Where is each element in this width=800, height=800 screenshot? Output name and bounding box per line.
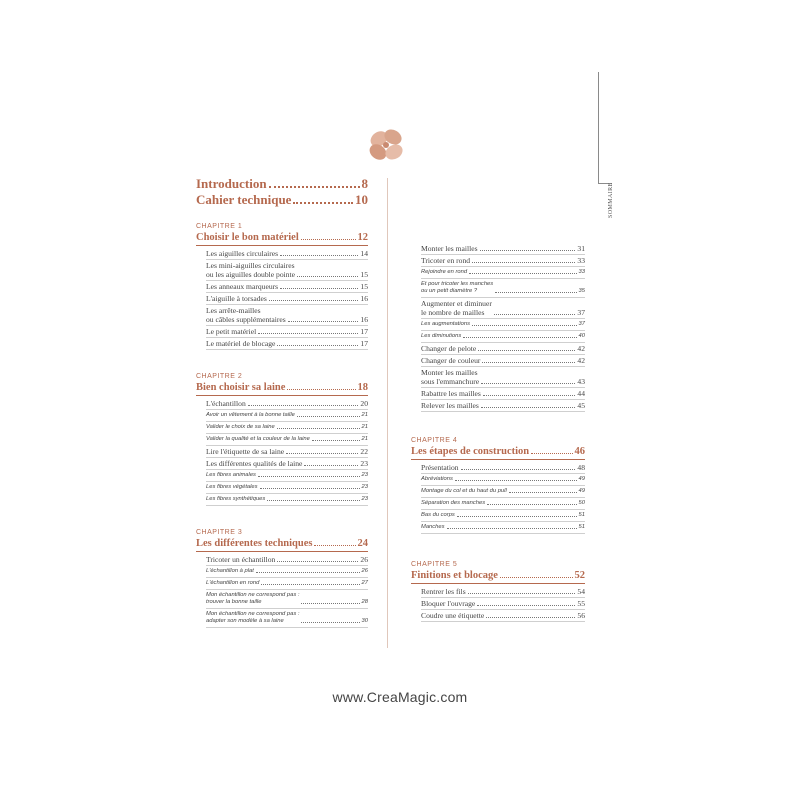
toc-entry-page: 26 <box>361 568 368 574</box>
leader-dots <box>509 492 577 493</box>
intro-line[interactable] <box>196 176 368 192</box>
leader-dots <box>280 255 358 256</box>
intro-page: 8 <box>361 176 368 191</box>
intro-label: Cahier technique <box>196 192 292 207</box>
leader-dots <box>301 622 359 623</box>
toc-entry-page: 16 <box>360 294 368 303</box>
toc-entry[interactable] <box>421 462 585 474</box>
chapter-title-page: 18 <box>357 382 368 393</box>
leader-dots <box>248 405 359 406</box>
toc-entry-page: 28 <box>361 599 368 605</box>
toc-entry-page: 15 <box>360 282 368 291</box>
toc-entry-label: Les mini-aiguilles circulaires ou les aiguilles double pointe <box>206 261 296 279</box>
chapter-title-page: 46 <box>574 446 585 457</box>
chapter-title-label: Choisir le bon matériel <box>196 232 299 243</box>
toc-entry-page: 45 <box>577 401 585 410</box>
toc-entry-label: Augmenter et diminuer le nombre de mailles <box>421 299 492 317</box>
toc-entry-label: Valider la qualité et la couleur de la laine <box>206 436 310 442</box>
toc-entry[interactable] <box>206 410 368 422</box>
chapter-block <box>196 372 368 506</box>
chapter-title[interactable] <box>196 381 368 396</box>
toc-entry[interactable] <box>206 578 368 590</box>
sidebar-label: SOMMAIRE <box>608 182 614 218</box>
toc-entry-label: L'échantillon en rond <box>206 580 260 586</box>
toc-entry-page: 50 <box>578 500 585 506</box>
leader-dots <box>297 276 358 277</box>
toc-entry[interactable] <box>421 279 585 298</box>
leader-dots <box>260 488 360 489</box>
toc-entry-label: Rejoindre en rond <box>421 269 468 275</box>
chapter-title-page: 12 <box>357 232 368 243</box>
toc-entry-label: Lire l'étiquette de sa laine <box>206 447 285 456</box>
toc-entry[interactable] <box>206 609 368 628</box>
leader-dots <box>261 584 359 585</box>
flower-icon <box>365 125 409 165</box>
toc-entry-label: Le matériel de blocage <box>206 339 276 348</box>
toc-entry-label: Les augmentations <box>421 321 470 327</box>
chapters-right <box>411 436 585 622</box>
toc-entry-label: Montage du col et du haut du pull <box>421 488 507 494</box>
toc-entry[interactable] <box>206 590 368 609</box>
toc-entry-page: 23 <box>361 484 368 490</box>
leader-dots <box>314 545 355 546</box>
toc-entry-label: Mon échantillon ne correspond pas : trouver la bonne taille <box>206 592 300 605</box>
toc-entry-page: 56 <box>577 611 585 620</box>
toc-entry-label: Rabattre les mailles <box>421 389 481 398</box>
toc-entry[interactable] <box>206 338 368 350</box>
toc-entry-label: Les fibres végétales <box>206 484 258 490</box>
toc-entry-label: Avoir un vêtement à la bonne taille <box>206 412 295 418</box>
toc-entry[interactable] <box>206 494 368 506</box>
toc-entry-page: 17 <box>360 327 368 336</box>
toc-entry-label: Manches <box>421 524 445 530</box>
toc-left-column <box>196 176 368 628</box>
toc-entry[interactable] <box>421 474 585 486</box>
toc-entry-label: Les arrête-mailles ou câbles supplémentaires <box>206 306 286 324</box>
toc-entry-page: 15 <box>360 270 368 279</box>
leader-dots <box>455 480 577 481</box>
toc-entry-page: 42 <box>577 344 585 353</box>
toc-entry-page: 21 <box>361 436 368 442</box>
toc-entry[interactable] <box>206 398 368 410</box>
chapter-label: CHAPITRE 1 <box>196 223 243 230</box>
toc-entry-page: 42 <box>577 356 585 365</box>
leader-dots <box>480 250 576 251</box>
toc-entry-page: 30 <box>361 618 368 624</box>
toc-entry-label: Séparation des manches <box>421 500 486 506</box>
leader-dots <box>256 572 360 573</box>
toc-entry[interactable] <box>206 293 368 305</box>
toc-entry-label: L'aiguille à torsades <box>206 294 267 303</box>
chapter-3-continuation <box>411 243 585 412</box>
toc-entry-page: 33 <box>577 256 585 265</box>
toc-entry[interactable] <box>206 566 368 578</box>
toc-entry[interactable] <box>421 243 585 255</box>
chapter-title-page: 52 <box>574 570 585 581</box>
leader-dots <box>495 292 576 293</box>
leader-dots <box>269 300 359 301</box>
leader-dots <box>486 617 575 618</box>
leader-dots <box>481 407 576 408</box>
leader-dots <box>293 202 353 204</box>
column-divider <box>387 178 388 648</box>
chapter-title-label: Bien choisir sa laine <box>196 382 286 393</box>
toc-entry-page: 48 <box>577 463 585 472</box>
leader-dots <box>297 416 360 417</box>
chapter-label: CHAPITRE 2 <box>196 373 243 380</box>
chapter-title-page: 24 <box>357 538 368 549</box>
leader-dots <box>482 362 575 363</box>
toc-entry[interactable] <box>206 434 368 446</box>
toc-entry-label: Les anneaux marqueurs <box>206 282 279 291</box>
toc-entry-label: Tricoter un échantillon <box>206 555 276 564</box>
toc-entry-page: 27 <box>361 580 368 586</box>
chapter-title[interactable] <box>196 231 368 246</box>
toc-entry[interactable] <box>421 510 585 522</box>
toc-entry-page: 43 <box>577 377 585 386</box>
leader-dots <box>494 314 576 315</box>
toc-entry-label: Les diminutions <box>421 333 462 339</box>
leader-dots <box>468 593 576 594</box>
toc-entry-label: Coudre une étiquette <box>421 611 485 620</box>
toc-entry-label: L'échantillon à plat <box>206 568 254 574</box>
toc-entry-label: Présentation <box>421 463 459 472</box>
leader-dots <box>483 395 576 396</box>
leader-dots <box>286 453 358 454</box>
toc-entry-page: 23 <box>361 472 368 478</box>
toc-entry-label: Les fibres synthétiques <box>206 496 266 502</box>
intro-list <box>196 176 368 208</box>
chapter-title[interactable] <box>411 569 585 584</box>
toc-entry[interactable] <box>421 355 585 367</box>
toc-entry-label: Changer de pelote <box>421 344 477 353</box>
toc-entry[interactable] <box>206 446 368 458</box>
toc-entry-label: Bloquer l'ouvrage <box>421 599 476 608</box>
leader-dots <box>457 516 577 517</box>
toc-entry-label: Monter les mailles sous l'emmanchure <box>421 368 480 386</box>
chapter-block <box>196 222 368 350</box>
toc-entry-label: Tricoter en rond <box>421 256 471 265</box>
leader-dots <box>301 603 359 604</box>
leader-dots <box>267 500 359 501</box>
leader-dots <box>277 561 358 562</box>
toc-entry-page: 49 <box>578 476 585 482</box>
toc-entry[interactable] <box>421 610 585 622</box>
toc-entry-page: 51 <box>578 512 585 518</box>
toc-entry-label: Relever les mailles <box>421 401 479 410</box>
leader-dots <box>277 345 358 346</box>
toc-entry-page: 21 <box>361 412 368 418</box>
toc-entry-page: 23 <box>361 496 368 502</box>
toc-entry-page: 37 <box>578 321 585 327</box>
toc-entry-label: Mon échantillon ne correspond pas : adapter son modèle à sa laine <box>206 611 300 624</box>
leader-dots <box>500 577 573 578</box>
toc-entry-label: Valider le choix de sa laine <box>206 424 275 430</box>
leader-dots <box>472 325 577 326</box>
leader-dots <box>277 428 360 429</box>
toc-entry-page: 16 <box>360 315 368 324</box>
toc-entry[interactable] <box>206 260 368 281</box>
toc-entry-label: Rentrer les fils <box>421 587 466 596</box>
toc-entry-page: 17 <box>360 339 368 348</box>
toc-entry-page: 23 <box>360 459 368 468</box>
toc-entry[interactable] <box>421 267 585 279</box>
toc-entry[interactable] <box>421 343 585 355</box>
leader-dots <box>469 273 576 274</box>
toc-right-column <box>411 243 585 622</box>
toc-entry-page: 49 <box>578 488 585 494</box>
chapter-title-label: Les étapes de construction <box>411 446 530 457</box>
toc-entry[interactable] <box>206 326 368 338</box>
toc-entry[interactable] <box>421 486 585 498</box>
toc-entry[interactable] <box>206 305 368 326</box>
toc-entry-label: Les fibres animales <box>206 472 256 478</box>
toc-entry[interactable] <box>421 255 585 267</box>
toc-entry[interactable] <box>206 458 368 470</box>
toc-entry-page: 14 <box>360 249 368 258</box>
chapter-block <box>411 560 585 622</box>
intro-line[interactable] <box>196 192 368 208</box>
toc-entry-page: 33 <box>578 269 585 275</box>
chapter-title[interactable] <box>411 445 585 460</box>
side-rule <box>598 72 599 184</box>
leader-dots <box>287 389 355 390</box>
leader-dots <box>280 288 358 289</box>
toc-entry-label: Et pour tricoter les manches ou un petit diamètre ? <box>421 281 494 294</box>
toc-entry-page: 51 <box>578 524 585 530</box>
toc-entry[interactable] <box>421 367 585 388</box>
leader-dots <box>447 528 577 529</box>
chapter-title[interactable] <box>196 537 368 552</box>
leader-dots <box>304 465 358 466</box>
leader-dots <box>312 440 360 441</box>
toc-entry-label: Bas du corps <box>421 512 455 518</box>
leader-dots <box>472 262 575 263</box>
toc-entry-label: Les aiguilles circulaires <box>206 249 279 258</box>
toc-entry-page: 22 <box>360 447 368 456</box>
toc-entry[interactable] <box>421 388 585 400</box>
toc-entry[interactable] <box>206 470 368 482</box>
leader-dots <box>477 605 575 606</box>
chapters-left <box>196 222 368 628</box>
toc-entry[interactable] <box>206 422 368 434</box>
toc-entry[interactable] <box>421 498 585 510</box>
chapter-block <box>411 436 585 534</box>
toc-entry-label: L'échantillon <box>206 399 246 408</box>
chapter-label: CHAPITRE 4 <box>411 437 458 444</box>
toc-entry-label: Changer de couleur <box>421 356 481 365</box>
toc-entry-label: Le petit matériel <box>206 327 257 336</box>
toc-entry-label: Abréviations <box>421 476 453 482</box>
toc-entry-page: 37 <box>577 308 585 317</box>
toc-entry[interactable] <box>421 400 585 412</box>
toc-entry[interactable] <box>206 482 368 494</box>
leader-dots <box>258 333 358 334</box>
watermark: www.CreaMagic.com <box>332 689 468 705</box>
toc-entry-page: 55 <box>577 599 585 608</box>
chapter-label: CHAPITRE 5 <box>411 561 458 568</box>
toc-entry-page: 35 <box>578 288 585 294</box>
toc-entry[interactable] <box>421 598 585 610</box>
intro-label: Introduction <box>196 176 267 191</box>
toc-entry-page: 40 <box>578 333 585 339</box>
chapter-title-label: Finitions et blocage <box>411 570 498 581</box>
toc-entry-page: 26 <box>360 555 368 564</box>
toc-entry[interactable] <box>421 298 585 319</box>
toc-entry-label: Monter les mailles <box>421 244 478 253</box>
leader-dots <box>481 383 575 384</box>
leader-dots <box>461 469 576 470</box>
toc-entry[interactable] <box>421 586 585 598</box>
toc-entry[interactable] <box>421 331 585 343</box>
toc-entry-page: 44 <box>577 389 585 398</box>
leader-dots <box>487 504 576 505</box>
chapter-title-label: Les différentes techniques <box>196 538 313 549</box>
toc-entry-page: 21 <box>361 424 368 430</box>
chapter-label: CHAPITRE 3 <box>196 529 243 536</box>
leader-dots <box>288 321 359 322</box>
toc-entry-page: 20 <box>360 399 368 408</box>
toc-entry[interactable] <box>421 522 585 534</box>
chapter-block <box>196 528 368 628</box>
leader-dots <box>531 453 572 454</box>
intro-page: 10 <box>355 192 368 207</box>
toc-entry-page: 54 <box>577 587 585 596</box>
leader-dots <box>301 239 356 240</box>
leader-dots <box>478 350 575 351</box>
leader-dots <box>258 476 360 477</box>
toc-entry[interactable] <box>421 319 585 331</box>
toc-entry[interactable] <box>206 248 368 260</box>
leader-dots <box>269 186 360 188</box>
toc-entry[interactable] <box>206 281 368 293</box>
toc-entry-page: 31 <box>577 244 585 253</box>
toc-entry-label: Les différentes qualités de laine <box>206 459 303 468</box>
toc-entry[interactable] <box>206 554 368 566</box>
leader-dots <box>463 337 576 338</box>
